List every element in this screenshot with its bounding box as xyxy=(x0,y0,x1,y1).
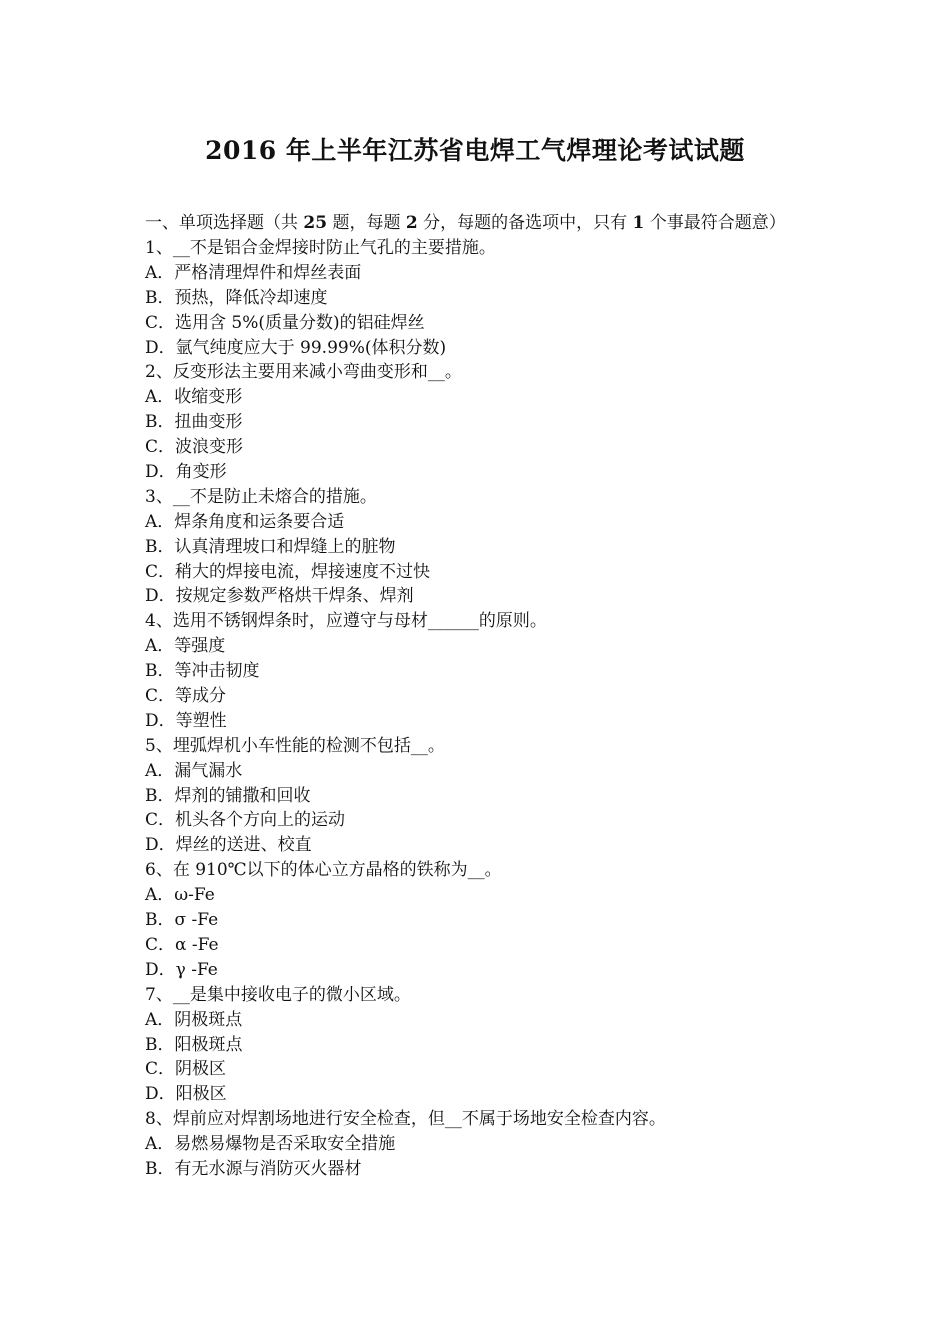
document-title: 2016 年上半年江苏省电焊工气焊理论考试试题 xyxy=(205,136,745,165)
option-line: C．波浪变形 xyxy=(145,437,244,458)
option-line: B．扭曲变形 xyxy=(145,412,243,433)
option-line: B．阳极斑点 xyxy=(145,1034,243,1055)
option-line: A．漏气漏水 xyxy=(145,760,243,781)
question-4: 4、选用不锈钢焊条时，应遵守与母材______的原则。 xyxy=(145,611,547,632)
question-list xyxy=(145,236,810,1182)
question-5: 5、埋弧焊机小车性能的检测不包括__。 xyxy=(145,735,445,756)
option-line: A．收缩变形 xyxy=(145,387,243,408)
option-line: C．机头各个方向上的运动 xyxy=(145,810,346,831)
option-line: B．认真清理坡口和焊缝上的脏物 xyxy=(145,536,396,557)
option-line: C．稍大的焊接电流，焊接速度不过快 xyxy=(145,561,431,582)
section-correct-count: 1 xyxy=(632,213,645,233)
section-question-count: 25 xyxy=(303,213,328,233)
option-line: D．阳极区 xyxy=(145,1084,227,1105)
option-line: A．等强度 xyxy=(145,636,226,657)
option-line: B．有无水源与消防灭火器材 xyxy=(145,1158,362,1179)
option-line: D．角变形 xyxy=(145,462,227,483)
option-line: B．焊剂的铺撒和回收 xyxy=(145,785,311,806)
section-header-mid2: 分，每题的备选项中，只有 xyxy=(417,213,633,233)
option-line: A．焊条角度和运条要合适 xyxy=(145,511,345,532)
question-2: 2、反变形法主要用来减小弯曲变形和__。 xyxy=(145,362,462,383)
section-header xyxy=(145,211,810,236)
option-line: B．预热，降低冷却速度 xyxy=(145,287,328,308)
option-line: A．ω-Fe xyxy=(145,885,215,906)
option-line: A．严格清理焊件和焊丝表面 xyxy=(145,262,362,283)
option-line: B．σ -Fe xyxy=(145,910,219,931)
option-line: D．焊丝的送进、校直 xyxy=(145,835,312,856)
option-line: D．γ -Fe xyxy=(145,959,218,980)
section-points: 2 xyxy=(405,213,418,233)
question-6: 6、在 910℃以下的体心立方晶格的铁称为__。 xyxy=(145,860,502,881)
option-line: B．等冲击韧度 xyxy=(145,661,260,682)
section-header-suffix: 个事最符合题意） xyxy=(644,213,786,233)
option-line: C．选用含 5%(质量分数)的铝硅焊丝 xyxy=(145,312,425,333)
question-8: 8、焊前应对焊割场地进行安全检查，但__不属于场地安全检查内容。 xyxy=(145,1109,666,1130)
option-line: A．阴极斑点 xyxy=(145,1009,243,1030)
question-1: 1、__不是铝合金焊接时防止气孔的主要措施。 xyxy=(145,238,496,258)
option-line: D．氩气纯度应大于 99.99%(体积分数) xyxy=(145,337,447,358)
question-3: 3、__不是防止未熔合的措施。 xyxy=(145,486,377,507)
option-line: D．按规定参数严格烘干焊条、焊剂 xyxy=(145,586,414,607)
document-body xyxy=(145,211,810,1182)
option-line: D．等塑性 xyxy=(145,710,227,731)
section-header-mid1: 题，每题 xyxy=(327,213,406,233)
option-line: C．等成分 xyxy=(145,686,227,707)
option-line: A．易燃易爆物是否采取安全措施 xyxy=(145,1134,396,1155)
option-line: C．α -Fe xyxy=(145,934,219,955)
question-7: 7、__是集中接收电子的微小区域。 xyxy=(145,984,411,1005)
option-line: C．阴极区 xyxy=(145,1059,227,1080)
section-header-prefix: 一、单项选择题（共 xyxy=(145,213,304,233)
